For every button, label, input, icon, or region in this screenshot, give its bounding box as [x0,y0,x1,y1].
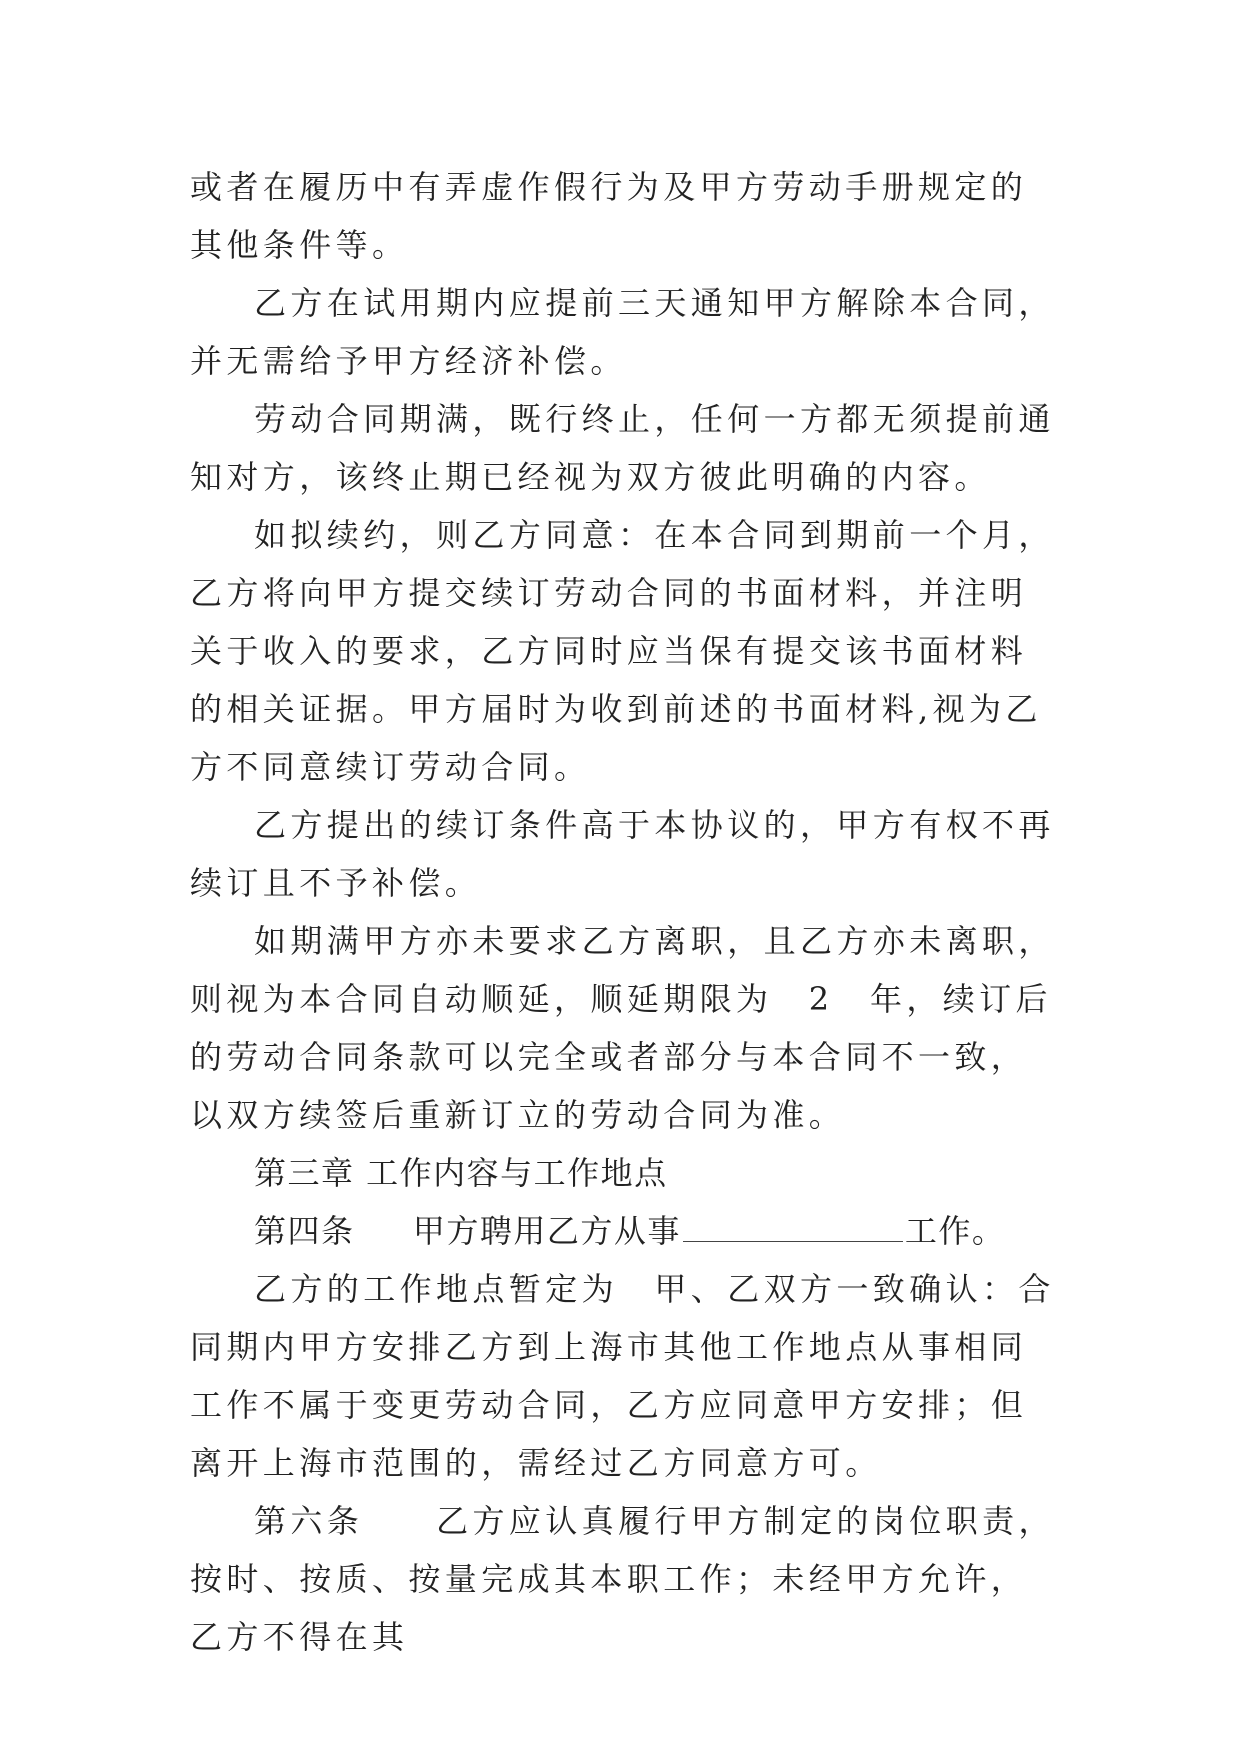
article-6-spacer [363,1502,436,1540]
article-4-text-before: 甲方聘用乙方从事 [412,1212,681,1250]
article-6-text: 乙方应认真履行甲方制定的岗位职责，按时、按质、按量完成其本职工作；未经甲方允许，乙方不得在其 [190,1502,1055,1656]
article-4-text-after: 工作。 [904,1212,1006,1250]
article-4 [190,1202,1060,1260]
paragraph-renewal-conditions: 乙方提出的续订条件高于本协议的，甲方有权不再续订且不予补偿。 [190,806,1055,902]
job-title-blank-field[interactable] [683,1209,903,1242]
paragraph-performance-conditions: 或者在履历中有弄虚作假行为及甲方劳动手册规定的其他条件等。 [190,168,1028,264]
article-4-label: 第四条 [254,1212,355,1250]
chapter-heading: 第三章 工作内容与工作地点 [254,1154,668,1192]
paragraph-probation-termination: 乙方在试用期内应提前三天通知甲方解除本合同，并无需给予甲方经济补偿。 [190,284,1055,380]
paragraph-renewal-procedure: 如拟续约，则乙方同意：在本合同到期前一个月，乙方将向甲方提交续订劳动合同的书面材料，并注明关于收入的要求，乙方同时应当保有提交该书面材料的相关证据。甲方届时为收到前述的书面材料,视为乙方不同意续订劳动合同。 [190,516,1055,786]
paragraph-work-location: 乙方的工作地点暂定为 甲、乙双方一致确认：合同期内甲方安排乙方到上海市其他工作地点从事相同工作不属于变更劳动合同，乙方应同意甲方安排；但离开上海市范围的，需经过乙方同意方可。 [190,1270,1055,1482]
paragraph-contract-expiry: 劳动合同期满，既行终止，任何一方都无须提前通知对方，该终止期已经视为双方彼此明确的内容。 [190,400,1055,496]
paragraph-automatic-extension: 如期满甲方亦未要求乙方离职，且乙方亦未离职，则视为本合同自动顺延，顺延期限为 2 年，续订后的劳动合同条款可以完全或者部分与本合同不一致，以双方续签后重新订立的劳动合同为准。 [190,922,1055,1134]
article-4-spacer [355,1212,413,1250]
document-body [190,158,1060,1666]
article-6-label: 第六条 [254,1502,364,1540]
article-6 [190,1492,1060,1666]
